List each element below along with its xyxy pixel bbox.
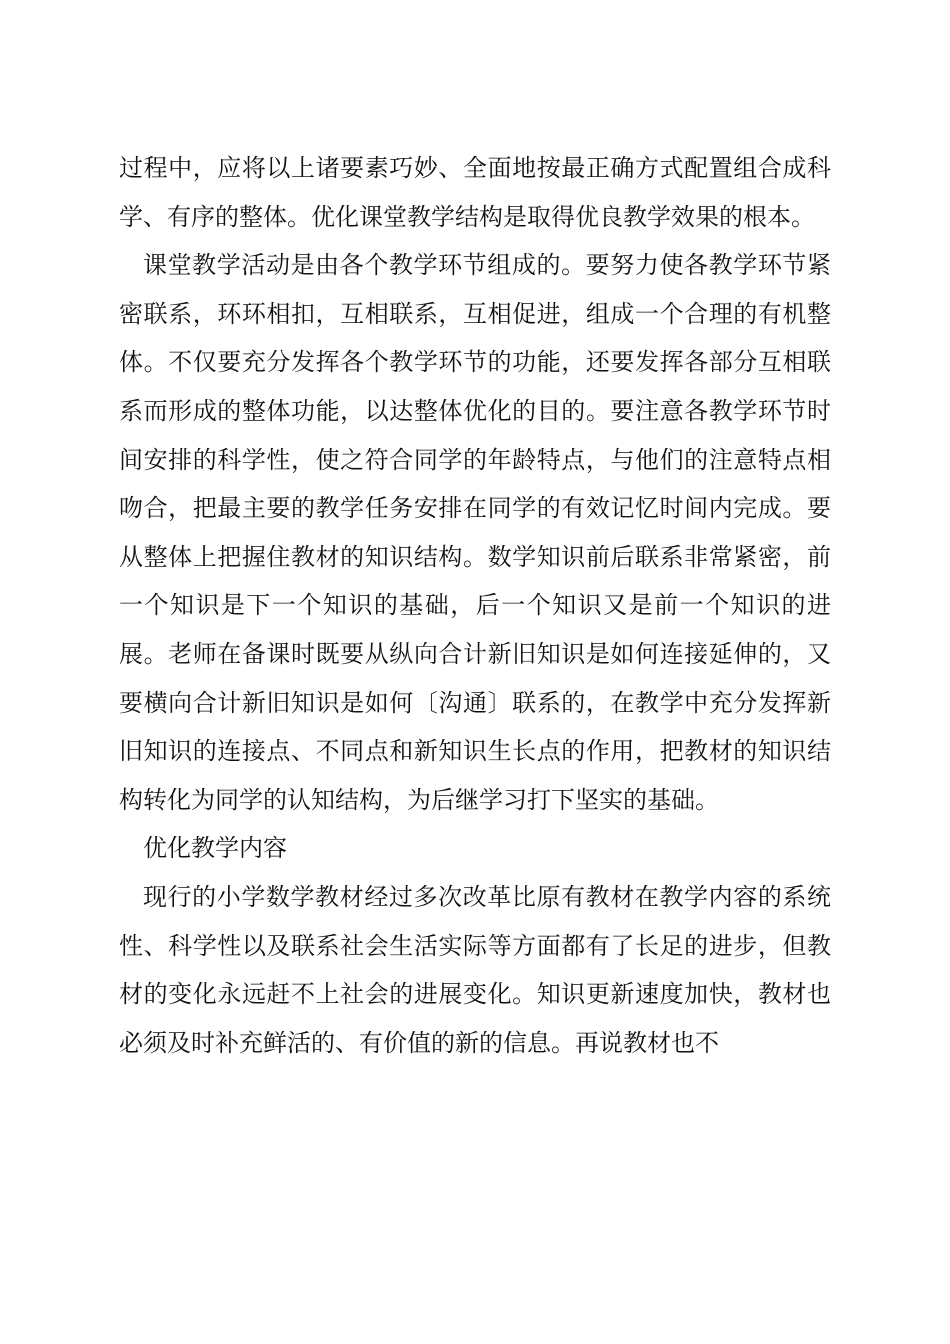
section-heading-optimize-content: 优化教学内容 xyxy=(143,834,287,863)
paragraph-textbook-content: 现行的小学数学教材经过多次改革比原有教材在教学内容的系统性、科学性以及联系社会生活实际等方面都有了长足的进步，但教材的变化永远赶不上社会的进展变化。知识更新速度加快，教材也必须及时补充鲜活的、有价值的新的信息。再说教材也不 xyxy=(119,882,831,1057)
paragraph-classroom-structure: 课堂教学活动是由各个教学环节组成的。要努力使各教学环节紧密联系，环环相扣，互相联系，互相促进，组成一个合理的有机整体。不仅要充分发挥各个教学环节的功能，还要发挥各部分互相联系而形成的整体功能，以达整体优化的目的。要注意各教学环节时间安排的科学性，使之符合同学的年龄特点，与他们的注意特点相吻合，把最主要的教学任务安排在同学的有效记忆时间内完成。要从整体上把握住教材的知识结构。数学知识前后联系非常紧密，前一个知识是下一个知识的基础，后一个知识又是前一个知识的进展。老师在备课时既要从纵向合计新旧知识是如何连接延伸的，又要横向合计新旧知识是如何〔沟通〕联系的，在教学中充分发挥新旧知识的连接点、不同点和新知识生长点的作用，把教材的知识结构转化为同学的认知结构，为后继学习打下坚实的基础。 xyxy=(119,251,831,814)
paragraph-continuation: 过程中，应将以上诸要素巧妙、全面地按最正确方式配置组合成科学、有序的整体。优化课堂教学结构是取得优良教学效果的根本。 xyxy=(119,154,831,231)
document-body xyxy=(119,144,831,1067)
